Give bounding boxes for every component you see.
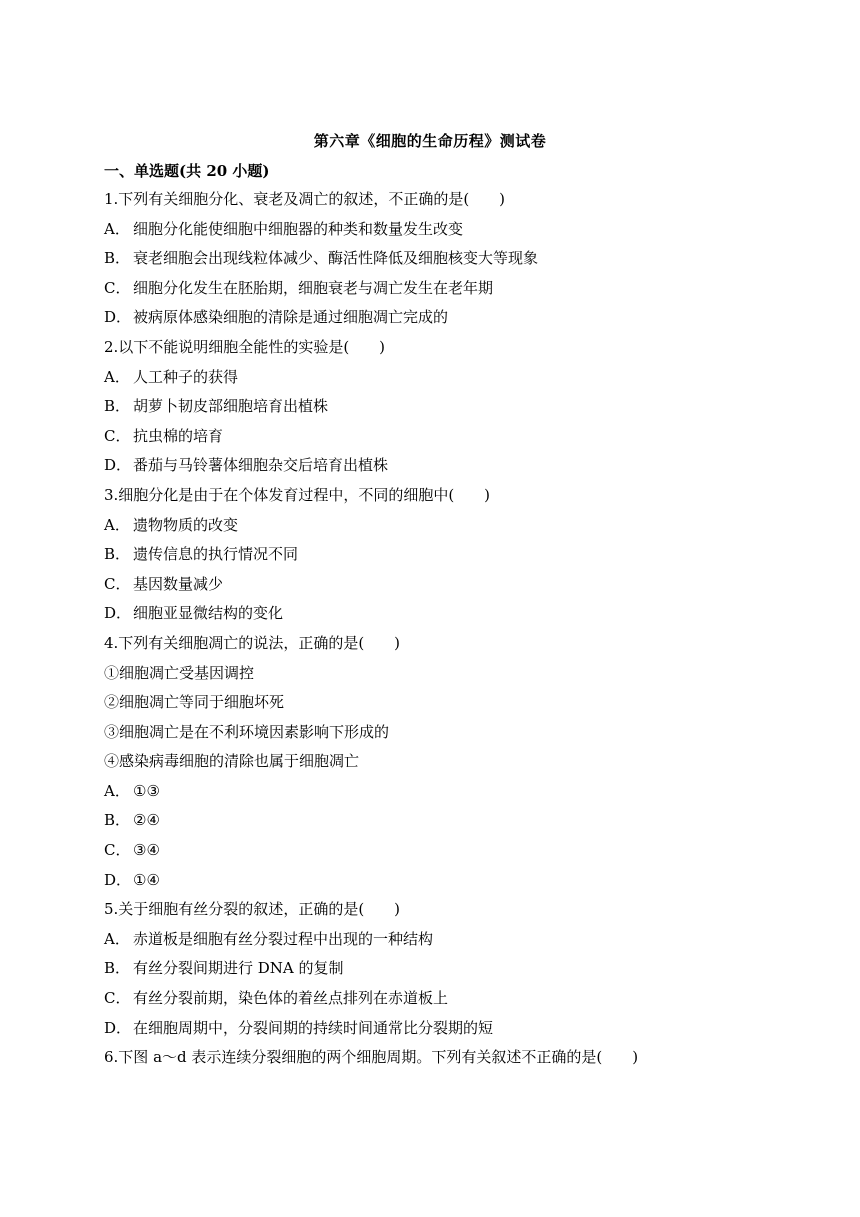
option-text: 胡萝卜韧皮部细胞培育出植株	[133, 397, 329, 416]
option-row[interactable]	[104, 1018, 764, 1048]
option-label: B．	[104, 397, 131, 416]
option-row[interactable]	[104, 840, 764, 870]
option-text: 遗传信息的执行情况不同	[133, 545, 299, 564]
option-row[interactable]	[104, 929, 764, 959]
option-text: ③④	[133, 841, 160, 860]
option-label: C．	[104, 841, 131, 860]
option-text: 衰老细胞会出现线粒体减少、酶活性降低及细胞核变大等现象	[133, 249, 539, 268]
question-list	[104, 189, 764, 1077]
option-label: B．	[104, 545, 131, 564]
option-label: C．	[104, 426, 131, 445]
option-label: D．	[104, 456, 132, 475]
option-text: ②④	[133, 811, 160, 830]
option-text: 细胞亚显微结构的变化	[133, 604, 284, 623]
option-row[interactable]	[104, 574, 764, 604]
question-stem: 1.下列有关细胞分化、衰老及凋亡的叙述，不正确的是( )	[104, 190, 506, 208]
option-row[interactable]	[104, 455, 764, 485]
option-row[interactable]	[104, 278, 764, 308]
statement-line: ①细胞凋亡受基因调控	[104, 663, 255, 682]
option-row[interactable]	[104, 781, 764, 811]
option-row[interactable]	[104, 248, 764, 278]
question-stem: 2.以下不能说明细胞全能性的实验是( )	[104, 337, 386, 356]
question-stem: 5.关于细胞有丝分裂的叙述，正确的是( )	[104, 900, 401, 919]
option-label: D．	[104, 1018, 132, 1037]
option-text: 基因数量减少	[133, 574, 224, 593]
option-text: 细胞分化能使细胞中细胞器的种类和数量发生改变	[133, 219, 464, 238]
option-row[interactable]	[104, 958, 764, 988]
option-row[interactable]	[104, 603, 764, 633]
option-label: A．	[104, 781, 130, 800]
option-label: D．	[104, 870, 132, 889]
option-text: 人工种子的获得	[133, 367, 239, 386]
option-label: A．	[104, 515, 130, 534]
option-text: 有丝分裂间期进行 DNA 的复制	[133, 959, 344, 978]
statement-line: ④感染病毒细胞的清除也属于细胞凋亡	[104, 752, 360, 771]
option-text: 有丝分裂前期，染色体的着丝点排列在赤道板上	[133, 989, 449, 1008]
option-label: A．	[104, 219, 130, 238]
option-label: A．	[104, 929, 130, 948]
option-label: B．	[104, 959, 131, 978]
option-label: B．	[104, 249, 131, 268]
option-text: 细胞分化发生在胚胎期，细胞衰老与凋亡发生在老年期	[133, 278, 494, 297]
option-row[interactable]	[104, 367, 764, 397]
question-stem: 3.细胞分化是由于在个体发育过程中，不同的细胞中( )	[104, 485, 491, 504]
option-label: D．	[104, 308, 132, 327]
option-text: ①④	[133, 870, 160, 889]
question-stem: 4.下列有关细胞凋亡的说法，正确的是( )	[104, 633, 401, 652]
option-label: A．	[104, 367, 130, 386]
document-title: 第六章《细胞的生命历程》测试卷	[313, 132, 547, 150]
option-text: 遗物物质的改变	[133, 515, 239, 534]
option-label: D．	[104, 604, 132, 623]
question-stem: 6.下图 a～d 表示连续分裂细胞的两个细胞周期。下列有关叙述不正确的是( )	[104, 1048, 639, 1067]
option-text: 番茄与马铃薯体细胞杂交后培育出植株	[133, 456, 389, 475]
option-text: ①③	[133, 781, 160, 800]
option-row[interactable]	[104, 426, 764, 456]
option-text: 在细胞周期中，分裂间期的持续时间通常比分裂期的短	[133, 1018, 494, 1037]
option-row[interactable]	[104, 810, 764, 840]
option-text: 赤道板是细胞有丝分裂过程中出现的一种结构	[133, 929, 434, 948]
option-label: C．	[104, 278, 131, 297]
option-row[interactable]	[104, 544, 764, 574]
statement-line: ②细胞凋亡等同于细胞坏死	[104, 693, 285, 712]
statement-line: ③细胞凋亡是在不利环境因素影响下形成的	[104, 722, 390, 741]
option-row[interactable]	[104, 870, 764, 900]
option-row[interactable]	[104, 396, 764, 426]
option-text: 被病原体感染细胞的清除是通过细胞凋亡完成的	[133, 308, 449, 327]
option-label: C．	[104, 574, 131, 593]
section-heading: 一、单选题(共 20 小题)	[104, 162, 270, 180]
option-row[interactable]	[104, 515, 764, 545]
option-text: 抗虫棉的培育	[133, 426, 224, 445]
option-row[interactable]	[104, 307, 764, 337]
option-row[interactable]	[104, 988, 764, 1018]
option-label: C．	[104, 989, 131, 1008]
option-row[interactable]	[104, 219, 764, 249]
option-label: B．	[104, 811, 131, 830]
